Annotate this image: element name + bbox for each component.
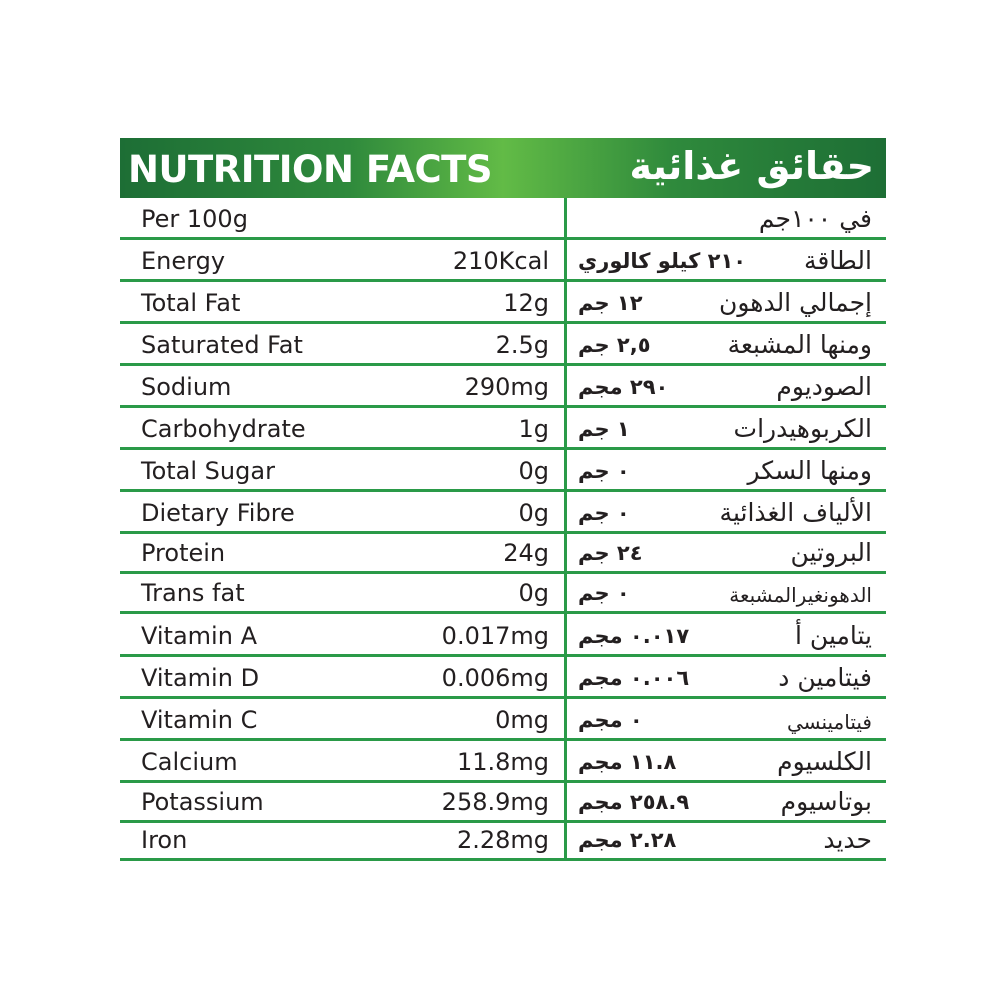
row-value-arabic: ٠ مجم (578, 708, 643, 732)
row-value-arabic: ٢١٠ كيلو كالوري (578, 249, 747, 273)
row-label-english: Trans fat (141, 579, 245, 607)
row-value-english: 0.006mg (441, 664, 549, 692)
row-value-arabic: ٠ جم (578, 501, 630, 525)
row-label-arabic: حديد (823, 825, 872, 854)
table-row (120, 324, 886, 366)
row-value-arabic: ١١.٨ مجم (578, 750, 677, 774)
row-label-english: Total Fat (141, 289, 241, 317)
table-row (120, 282, 886, 324)
row-label-arabic: يتامين أ (795, 621, 872, 650)
row-label-english: Iron (141, 826, 188, 854)
row-value-english: 2.28mg (456, 826, 549, 854)
title-arabic: حقائق غذائية (629, 144, 874, 188)
row-label-english: Calcium (141, 748, 238, 776)
row-label-arabic: بوتاسيوم (780, 787, 872, 816)
row-value-english: 1g (518, 415, 549, 443)
row-value-english: 0g (518, 499, 549, 527)
row-label-arabic: الألياف الغذائية (719, 498, 872, 527)
row-value-arabic: ٠ جم (578, 581, 630, 605)
row-label-arabic: ومنها السكر (747, 456, 872, 485)
row-value-english: 2.5g (495, 331, 549, 359)
row-label-english: Total Sugar (141, 457, 275, 485)
row-value-arabic: ٢٩٠ مجم (578, 375, 669, 399)
row-value-english: 0.017mg (441, 622, 549, 650)
row-value-english: 11.8mg (456, 748, 549, 776)
row-label-english: Energy (141, 247, 226, 275)
row-value-english: 0mg (495, 706, 549, 734)
row-value-english: 24g (503, 539, 549, 567)
row-label-english: Sodium (141, 373, 232, 401)
row-value-english: 0g (518, 579, 549, 607)
row-label-arabic: فيتامينسي (786, 710, 872, 734)
row-value-arabic: ٢,٥ جم (578, 333, 651, 357)
table-row (120, 408, 886, 450)
row-label-arabic: الكربوهيدرات (733, 414, 872, 443)
row-value-english: 12g (503, 289, 549, 317)
row-label-arabic: الصوديوم (776, 372, 872, 401)
row-value-arabic: ٢٥٨.٩ مجم (578, 790, 690, 814)
title-english: NUTRITION FACTS (128, 148, 493, 191)
table-row (120, 574, 886, 614)
row-label-arabic: الكلسيوم (777, 747, 872, 776)
table-row (120, 741, 886, 783)
table-row (120, 614, 886, 657)
row-label-arabic: الدهونغيرالمشبعة (729, 583, 872, 607)
row-value-arabic: ٢٤ جم (578, 541, 643, 565)
table-row (120, 450, 886, 492)
row-value-english: 290mg (464, 373, 549, 401)
row-value-arabic: ٠.٠٠٦ مجم (578, 666, 690, 690)
row-label-arabic: فيتامين د (778, 663, 872, 692)
table-row (120, 492, 886, 534)
row-label-english: Protein (141, 539, 226, 567)
nutrition-table (120, 198, 886, 861)
row-value-arabic: ١٢ جم (578, 291, 643, 315)
row-value-arabic: ١ جم (578, 417, 630, 441)
nutrition-facts-panel (120, 138, 886, 861)
table-row (120, 783, 886, 823)
nutrition-header (120, 138, 886, 198)
row-label-arabic: في ١٠٠جم (758, 204, 872, 233)
table-row (120, 240, 886, 282)
row-label-arabic: إجمالي الدهون (718, 288, 872, 317)
row-label-english: Carbohydrate (141, 415, 306, 443)
row-label-arabic: الطاقة (803, 246, 872, 275)
table-row (120, 534, 886, 574)
row-value-english: 210Kcal (452, 247, 549, 275)
row-value-arabic: ٢.٢٨ مجم (578, 828, 677, 852)
row-value-english: 258.9mg (441, 788, 549, 816)
table-row (120, 657, 886, 699)
row-label-english: Dietary Fibre (141, 499, 295, 527)
table-row (120, 366, 886, 408)
table-row (120, 699, 886, 741)
row-label-english: Vitamin A (141, 622, 257, 650)
row-value-arabic: ٠ جم (578, 459, 630, 483)
row-label-arabic: ومنها المشبعة (727, 330, 872, 359)
row-label-english: Per 100g (141, 205, 248, 233)
row-value-arabic: ٠.٠١٧ مجم (578, 624, 690, 648)
row-label-english: Vitamin D (141, 664, 260, 692)
table-row (120, 198, 886, 240)
row-label-english: Vitamin C (141, 706, 258, 734)
row-value-english: 0g (518, 457, 549, 485)
row-label-english: Saturated Fat (141, 331, 303, 359)
table-row (120, 823, 886, 861)
row-label-english: Potassium (141, 788, 264, 816)
row-label-arabic: البروتين (790, 538, 872, 567)
